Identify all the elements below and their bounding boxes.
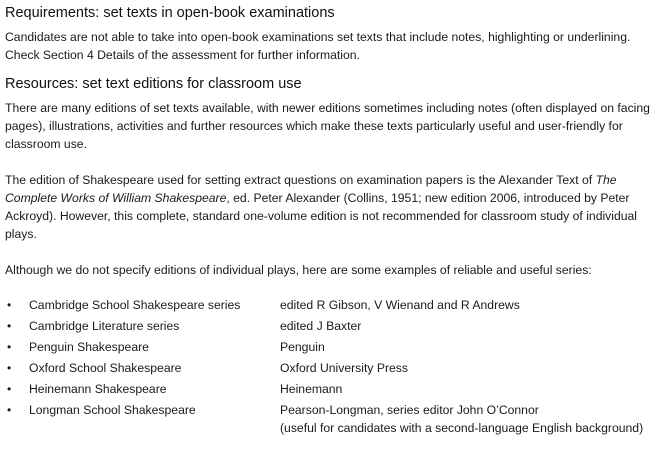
alexander-text-intro: The edition of Shakespeare used for setting extract questions on examination papers is the Alexander Text of bbox=[5, 173, 596, 187]
series-item bbox=[5, 400, 653, 437]
bullet-icon: • bbox=[7, 403, 12, 417]
bullet-icon: • bbox=[7, 382, 12, 396]
series-editor: edited R Gibson, V Wienand and R Andrews bbox=[280, 298, 520, 312]
series-editor: Penguin bbox=[280, 340, 325, 354]
series-name: Longman School Shakespeare bbox=[29, 403, 196, 417]
requirements-heading: Requirements: set texts in open-book examinations bbox=[5, 5, 335, 21]
bullet-icon: • bbox=[7, 340, 12, 354]
series-editor-block bbox=[280, 400, 653, 437]
series-name: Cambridge School Shakespeare series bbox=[29, 298, 241, 312]
resources-paragraph-series-intro: Although we do not specify editions of individual plays, here are some examples of reliable and useful series: bbox=[5, 263, 592, 277]
requirements-paragraph: Candidates are not able to take into open-book examinations set texts that include notes, highlighting or underlining. Check Section 4 Details of the assessment for further information. bbox=[5, 30, 631, 62]
series-name: Oxford School Shakespeare bbox=[29, 361, 182, 375]
resources-paragraph-alexander-text bbox=[5, 171, 653, 243]
document-page bbox=[5, 4, 653, 437]
bullet-icon: • bbox=[7, 361, 12, 375]
series-item bbox=[5, 337, 653, 358]
series-note: (useful for candidates with a second-language English background) bbox=[280, 421, 644, 435]
series-editor: Oxford University Press bbox=[280, 361, 408, 375]
bullet-icon: • bbox=[7, 298, 12, 312]
series-editor: Pearson-Longman, series editor John O’Connor bbox=[280, 403, 539, 417]
series-item bbox=[5, 316, 653, 337]
series-item bbox=[5, 358, 653, 379]
series-editor: Heinemann bbox=[280, 382, 343, 396]
series-list bbox=[5, 295, 653, 437]
resources-heading: Resources: set text editions for classroom use bbox=[5, 76, 302, 92]
series-name: Cambridge Literature series bbox=[29, 319, 180, 333]
series-item bbox=[5, 295, 653, 316]
series-name: Penguin Shakespeare bbox=[29, 340, 149, 354]
complete-works-title: The Complete Works of William Shakespeare bbox=[5, 173, 617, 205]
series-editor: edited J Baxter bbox=[280, 319, 362, 333]
bullet-icon: • bbox=[7, 319, 12, 333]
series-name: Heinemann Shakespeare bbox=[29, 382, 167, 396]
resources-paragraph-editions: There are many editions of set texts available, with newer editions sometimes including notes (often displayed on facing pages), illustrations, activities and further resources which make these texts particularly useful and user-friendly for classroom use. bbox=[5, 101, 650, 151]
series-item bbox=[5, 379, 653, 400]
alexander-text-details: , ed. Peter Alexander (Collins, 1951; new edition 2006, introduced by Peter Ackroyd). However, this complete, standard one-volume edition is not recommended for classroom study of individual plays. bbox=[5, 191, 638, 241]
